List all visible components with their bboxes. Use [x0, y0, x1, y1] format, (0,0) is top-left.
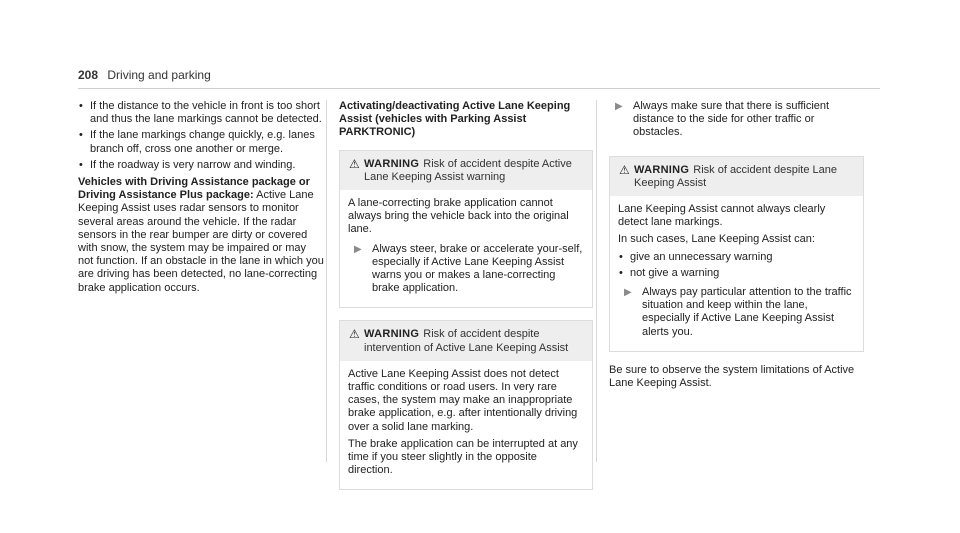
- warning-header: [340, 321, 592, 360]
- page-header: [78, 68, 211, 82]
- package-text: Active Lane Keeping Assist uses radar sensors to monitor several areas around the vehicle. If the radar sensors in the rear bumper are dirty or covered with snow, the system may be impaired or may not function. If an obstacle in the lane in which you are driving has been detected, no lane-correcting brake application occurs.: [78, 189, 324, 294]
- warning-box: [339, 320, 593, 490]
- list-item: • If the distance to the vehicle in front is too short and thus the lane markings cannot be detected.: [79, 100, 322, 126]
- section-title: Driving and parking: [107, 68, 211, 82]
- bullet-icon: •: [619, 266, 623, 279]
- warning-header: [340, 151, 592, 190]
- list-item: • not give a warning: [619, 266, 720, 279]
- bullet-icon: •: [619, 250, 623, 263]
- column-2: [339, 100, 593, 502]
- column-1: [78, 100, 324, 295]
- warning-icon: ⚠: [349, 327, 360, 342]
- warning-heading: Risk of accident despite Active Lane Keeping Assist warning: [364, 157, 572, 183]
- package-paragraph: [78, 176, 324, 295]
- warning-list: [618, 251, 855, 280]
- warning-body: A lane-correcting brake application cannot always bring the vehicle back into the original lane. ▶ Always steer, brake or accelerate your-self, especially if Active Lane Keeping Assist warns you or makes a lane-correcting brake application.: [348, 197, 583, 295]
- page-number: 208: [78, 68, 99, 82]
- arrow-icon: ▶: [354, 243, 362, 255]
- list-item: • give an unnecessary warning: [619, 250, 773, 263]
- column-divider: [326, 100, 327, 462]
- list-item: • If the lane markings change quickly, e.g. lanes branch off, cross one another or merge.: [79, 129, 315, 155]
- arrow-icon: ▶: [615, 101, 623, 112]
- bullet-icon: •: [79, 100, 83, 112]
- warning-heading: Risk of accident despite intervention of Active Lane Keeping Assist: [364, 328, 569, 354]
- bullet-icon: •: [79, 129, 83, 142]
- arrow-icon: ▶: [624, 287, 632, 299]
- instruction-note: ▶ Always steer, brake or accelerate your-self, especially if Active Lane Keeping Assist warns you or makes a lane-correcting brake application.: [354, 242, 583, 295]
- warning-box: [339, 150, 593, 309]
- section-heading: Activating/deactivating Active Lane Keeping Assist (vehicles with Parking Assist PARKTRONIC): [339, 100, 571, 139]
- package-heading: Vehicles with Driving Assistance package or Driving Assistance Plus package:: [78, 176, 310, 202]
- header-divider: [78, 88, 880, 89]
- warning-header: [610, 157, 863, 196]
- warning-body: Lane Keeping Assist cannot always clearly detect lane markings. In such cases, Lane Keeping Assist can: • give an unnecessary warning • not give a warning ▶ Always pay particular attention to the traffic situation and keep within the lane, especially if Active Lane Keeping Assist alerts you.: [610, 196, 863, 351]
- warning-body: Active Lane Keeping Assist does not detect traffic conditions or road users. In very rare cases, the system may make an inappropriate brake application, e.g. after intentionally driving over a solid lane marking. The brake application can be interrupted at any time if you steer slightly in the opposite direction.: [348, 367, 578, 477]
- list-item: • If the roadway is very narrow and winding.: [79, 158, 296, 171]
- warning-label: WARNING: [364, 157, 420, 170]
- footer-paragraph: Be sure to observe the system limitations of Active Lane Keeping Assist.: [609, 363, 855, 390]
- warning-label: WARNING: [634, 163, 690, 176]
- warning-icon: ⚠: [619, 162, 630, 177]
- column-3: [609, 100, 864, 390]
- warning-icon: ⚠: [349, 156, 360, 171]
- bullet-icon: •: [79, 158, 83, 171]
- instruction-note: ▶ Always pay particular attention to the traffic situation and keep within the lane, especially if Active Lane Keeping Assist alerts you.: [624, 286, 852, 338]
- warning-label: WARNING: [364, 328, 420, 341]
- column-divider: [596, 100, 597, 462]
- warning-box: [609, 156, 864, 352]
- warning-heading: Risk of accident despite Lane Keeping Assist: [634, 163, 837, 189]
- condition-list: [78, 100, 324, 172]
- instruction-note: ▶ Always make sure that there is sufficient distance to the side for other traffic or obstacles.: [615, 100, 830, 139]
